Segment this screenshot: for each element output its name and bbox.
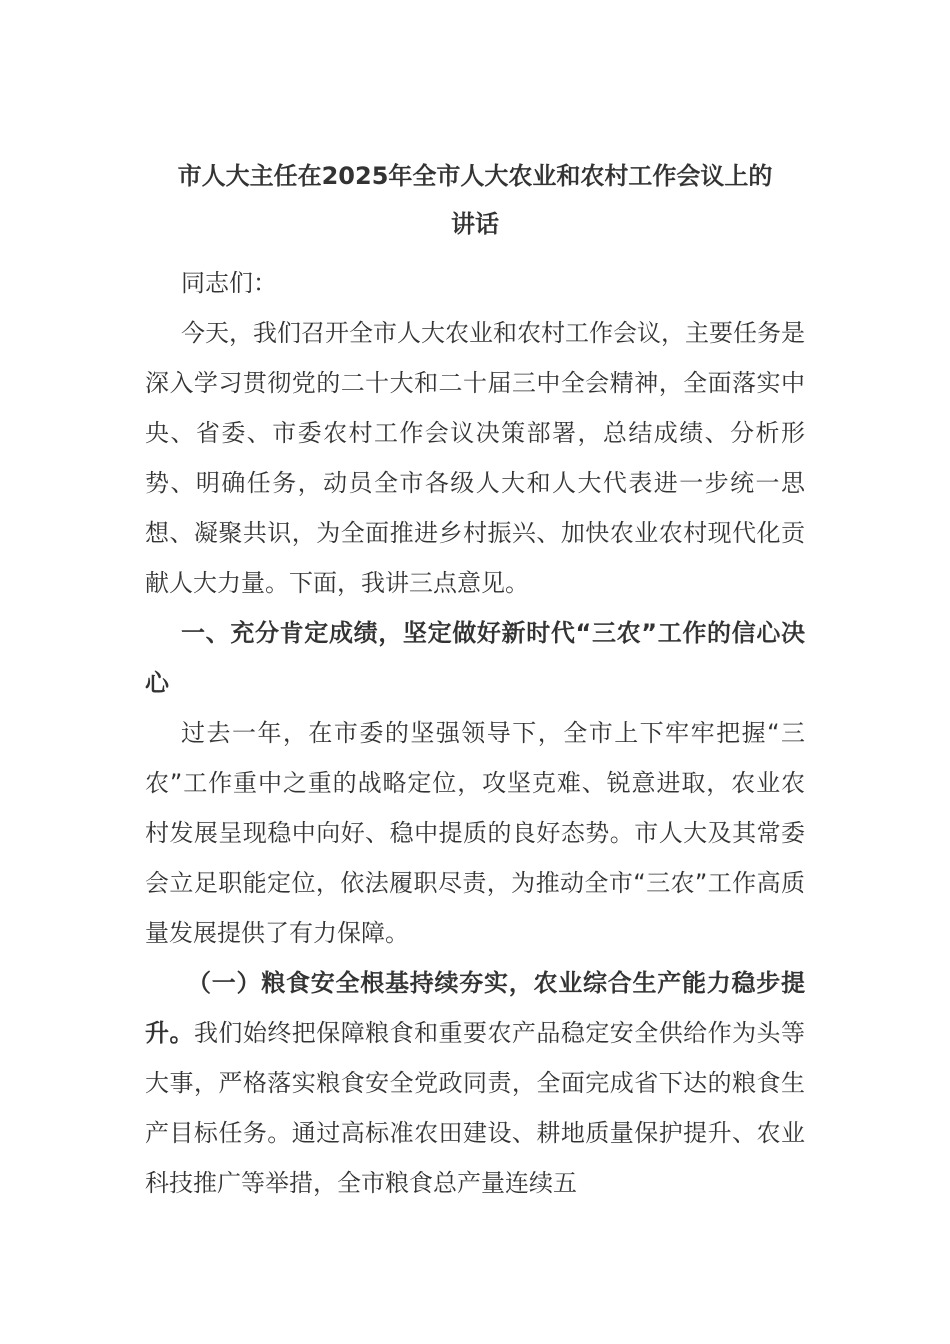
document-body: [145, 152, 805, 1208]
greeting: 同志们：: [181, 269, 277, 297]
title-line-1: 市人大主任在2025年全市人大农业和农村工作会议上的: [177, 162, 773, 190]
section-heading-1: 一、充分肯定成绩，坚定做好新时代“三农”工作的信心决心: [145, 619, 805, 697]
paragraph-grain-security: [145, 958, 805, 1208]
paragraph-intro: 今天，我们召开全市人大农业和农村工作会议，主要任务是深入学习贯彻党的二十大和二十届三中全会精神，全面落实中央、省委、市委农村工作会议决策部署，总结成绩、分析形势、明确任务，动员全市各级人大和人大代表进一步统一思想、凝聚共识，为全面推进乡村振兴、加快农业农村现代化贡献人大力量。下面，我讲三点意见。: [145, 319, 805, 597]
subheading-grain-security: （一）粮食安全根基持续夯实，农业综合生产能力稳步提升。: [145, 969, 805, 1047]
paragraph-achievements: 过去一年，在市委的坚强领导下，全市上下牢牢把握“三农”工作重中之重的战略定位，攻坚克难、锐意进取，农业农村发展呈现稳中向好、稳中提质的良好态势。市人大及其常委会立足职能定位，依法履职尽责，为推动全市“三农”工作高质量发展提供了有力保障。: [145, 719, 805, 947]
title-line-2: 讲话: [451, 210, 499, 238]
document-title: [145, 152, 805, 248]
paragraph-grain-security-text: 我们始终把保障粮食和重要农产品稳定安全供给作为头等大事，严格落实粮食安全党政同责，全面完成省下达的粮食生产目标任务。通过高标准农田建设、耕地质量保护提升、农业科技推广等举措，全市粮食总产量连续五: [145, 1019, 806, 1197]
